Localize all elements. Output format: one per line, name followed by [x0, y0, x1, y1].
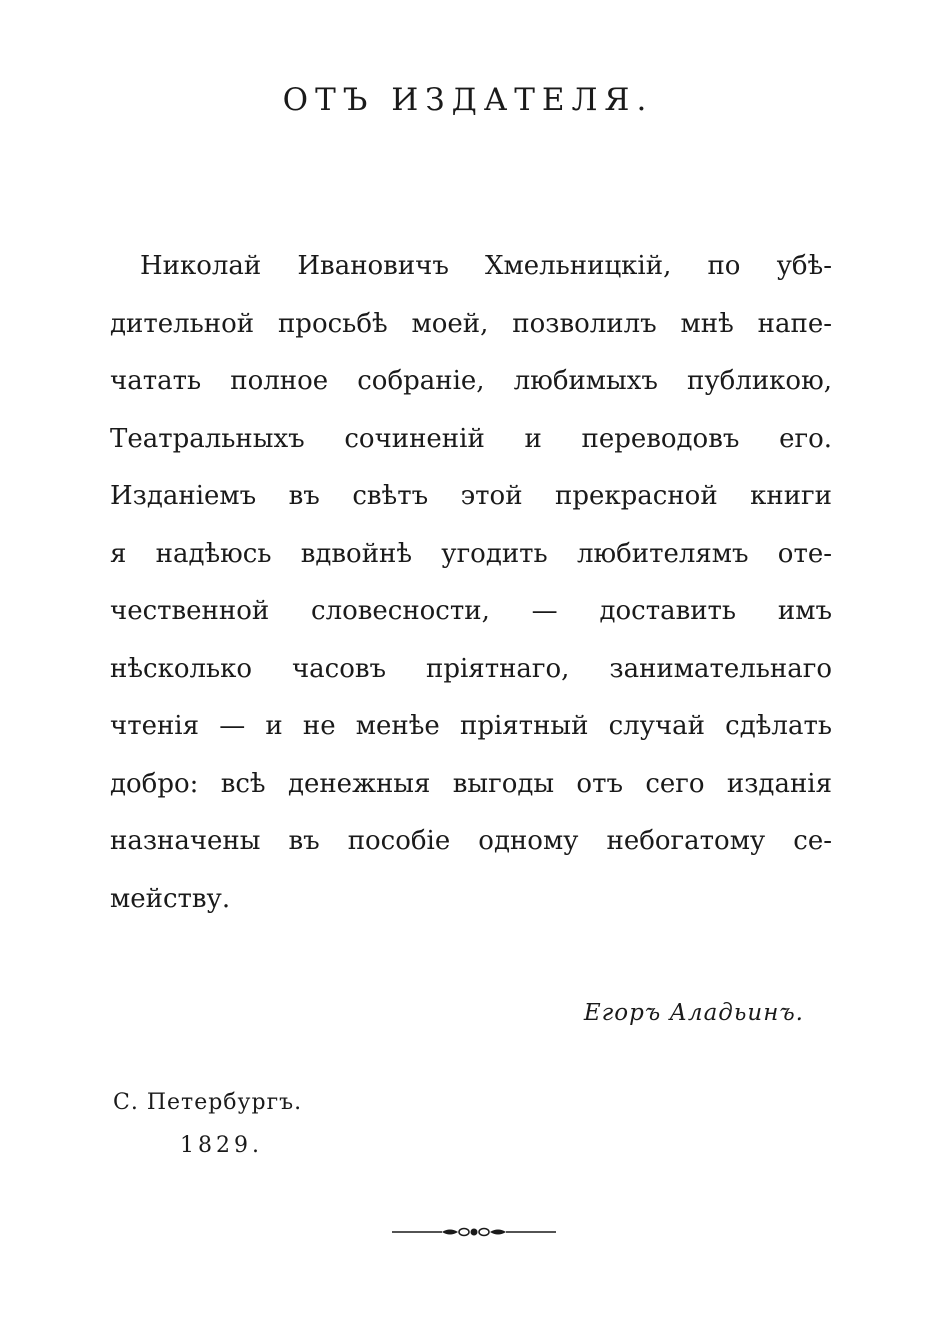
text-line: Театральныхъ сочиненій и переводовъ его.: [110, 423, 832, 454]
text-line: добро: всѣ денежныя выгоды отъ сего изданія: [110, 768, 832, 799]
publication-place: С. Петербургъ.: [113, 1090, 303, 1115]
text-line: мейству.: [110, 883, 231, 914]
decorative-rule-icon: [392, 1222, 556, 1242]
text-line: чтенія — и не менѣе пріятный случай сдѣлать: [110, 711, 832, 741]
text-line: назначены въ пособіе одному небогатому се-: [110, 826, 832, 856]
text-line: нѣсколько часовъ пріятнаго, занимательнаго: [110, 653, 832, 684]
text-line: дительной просьбѣ моей, позволилъ мнѣ напе-: [110, 308, 832, 339]
publication-year: 1829.: [180, 1133, 263, 1158]
publisher-signature: Егоръ Аладьинъ.: [583, 1000, 804, 1026]
publisher-preface: [110, 238, 832, 928]
text-line: чественной словесности, — доставить имъ: [110, 596, 832, 626]
text-line: я надѣюсь вдвойнѣ угодить любителямъ оте-: [110, 538, 832, 569]
page-title: ОТЪ ИЗДАТЕЛЯ.: [282, 82, 654, 118]
text-line: Николай Ивановичъ Хмельницкій, по убѣ-: [140, 251, 832, 281]
text-line: Изданіемъ въ свѣтъ этой прекрасной книги: [110, 481, 832, 511]
text-line: чатать полное собраніе, любимыхъ публикою,: [110, 366, 832, 396]
